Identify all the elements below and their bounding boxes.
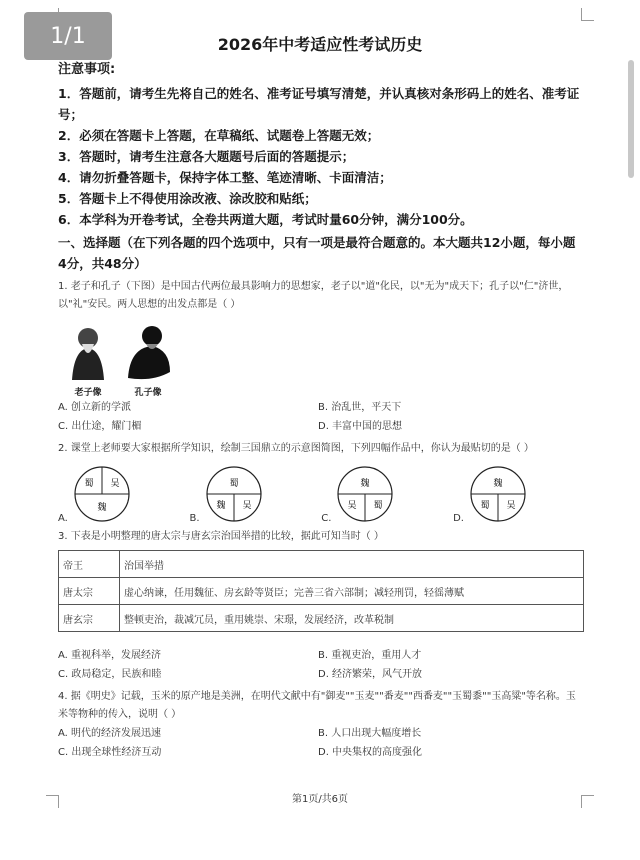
region-label: 吴 xyxy=(506,501,516,511)
table-row xyxy=(59,605,584,632)
table-cell: 帝王 xyxy=(59,551,120,578)
question-1-options xyxy=(58,398,584,436)
option-b: B. 治乱世，平天下 xyxy=(318,402,402,413)
question-3-options xyxy=(58,646,584,684)
option-a: A. 创立新的学派 xyxy=(58,402,132,413)
region-label: 蜀 xyxy=(373,501,383,511)
question-2-stem: 2. 课堂上老师要大家根据所学知识，绘制三国鼎立的示意图简图，下列四幅作品中，你认为最贴切的是（ ） xyxy=(58,443,534,454)
laozi-portrait xyxy=(62,322,114,398)
crop-mark-top-right xyxy=(581,8,594,21)
page-title: 2026年中考适应性考试历史 xyxy=(217,35,423,54)
region-label: 魏 xyxy=(97,503,107,513)
section-heading: 一、选择题（在下列各题的四个选项中，只有一项是最符合题意的。本大题共12小题，每小题4分，共48分） xyxy=(58,235,576,271)
notice-item: 4．请勿折叠答题卡，保持字体工整、笔迹清晰、卡面清洁； xyxy=(58,170,392,185)
comparison-table xyxy=(58,550,584,632)
question-4-options xyxy=(58,724,584,762)
table-row xyxy=(59,551,584,578)
exam-content xyxy=(58,58,584,762)
region-label: 魏 xyxy=(216,501,226,511)
notice-item: 6．本学科为开卷考试，全卷共两道大题，考试时量60分钟，满分100分。 xyxy=(58,212,473,227)
option-d: D. 丰富中国的思想 xyxy=(318,421,403,432)
region-label: 吴 xyxy=(110,479,120,489)
notice-item: 2．必须在答题卡上答题，在草稿纸、试题卷上答题无效； xyxy=(58,128,380,143)
region-label: 魏 xyxy=(493,479,503,489)
pie-diagram-d xyxy=(468,464,528,524)
page-number-footer: 第1页/共6页 xyxy=(291,794,349,805)
option-label: D. xyxy=(453,513,464,524)
notice-list xyxy=(58,83,584,230)
portraits xyxy=(62,322,584,398)
pie-diagram-b xyxy=(204,464,264,524)
table-cell: 治国举措 xyxy=(120,551,584,578)
diagram-option-a xyxy=(58,464,132,524)
option-d: D. 中央集权的高度强化 xyxy=(318,747,423,758)
laozi-figure-icon xyxy=(64,322,112,382)
region-label: 蜀 xyxy=(229,479,239,489)
page-indicator-badge: 1/1 xyxy=(24,12,112,60)
option-c: C. 出现全球性经济互动 xyxy=(58,747,162,758)
option-c: C. 出仕途，耀门楣 xyxy=(58,421,142,432)
table-cell: 虚心纳谏，任用魏征、房玄龄等贤臣；完善三省六部制；减轻刑罚，轻徭薄赋 xyxy=(120,578,584,605)
option-d: D. 经济繁荣，风气开放 xyxy=(318,669,423,680)
notice-item: 3．答题时，请考生注意各大题题号后面的答题提示； xyxy=(58,149,355,164)
diagram-option-d xyxy=(453,464,528,524)
three-kingdoms-diagrams xyxy=(58,464,528,524)
option-a: A. 明代的经济发展迅速 xyxy=(58,728,162,739)
option-label: B. xyxy=(189,513,200,524)
region-label: 魏 xyxy=(360,479,370,489)
notice-heading: 注意事项: xyxy=(58,62,116,77)
confucius-portrait xyxy=(122,322,174,398)
confucius-figure-icon xyxy=(122,322,174,382)
portrait-caption: 孔子像 xyxy=(134,388,162,398)
question-1-stem: 1. 老子和孔子（下图）是中国古代两位最具影响力的思想家，老子以"道"化民，以"无为"成天下；孔子以"仁"济世，以"礼"安民。两人思想的出发点都是（ ） xyxy=(58,281,569,310)
scrollbar[interactable] xyxy=(628,60,634,178)
option-b: B. 重视吏治，重用人才 xyxy=(318,650,422,661)
region-label: 吴 xyxy=(347,501,357,511)
pie-diagram-a xyxy=(72,464,132,524)
pie-diagram-c xyxy=(335,464,395,524)
diagram-option-c xyxy=(321,464,395,524)
diagram-option-b xyxy=(190,464,264,524)
table-cell: 唐玄宗 xyxy=(59,605,120,632)
notice-item: 1．答题前，请考生先将自己的姓名、准考证号填写清楚，并认真核对条形码上的姓名、准考证号； xyxy=(58,86,580,122)
option-a: A. 重视科举，发展经济 xyxy=(58,650,162,661)
option-b: B. 人口出现大幅度增长 xyxy=(318,728,422,739)
region-label: 蜀 xyxy=(84,479,94,489)
notice-item: 5．答题卡上不得使用涂改液、涂改胶和贴纸； xyxy=(58,191,317,206)
question-3-stem: 3. 下表是小明整理的唐太宗与唐玄宗治国举措的比较，据此可知当时（ ） xyxy=(58,531,384,542)
question-4-stem: 4. 据《明史》记载，玉米的原产地是美洲，在明代文献中有"御麦""玉麦""番麦""西番麦""玉蜀黍""玉高粱"等名称。玉米等物种的传入，说明（ ） xyxy=(58,691,576,720)
table-row xyxy=(59,578,584,605)
option-c: C. 政局稳定，民族和睦 xyxy=(58,669,162,680)
region-label: 吴 xyxy=(242,501,252,511)
table-cell: 唐太宗 xyxy=(59,578,120,605)
option-label: A. xyxy=(58,513,68,524)
region-label: 蜀 xyxy=(480,501,490,511)
portrait-caption: 老子像 xyxy=(74,388,102,398)
table-cell: 整顿吏治，裁减冗员，重用姚崇、宋璟，发展经济，改革税制 xyxy=(120,605,584,632)
option-label: C. xyxy=(321,513,332,524)
